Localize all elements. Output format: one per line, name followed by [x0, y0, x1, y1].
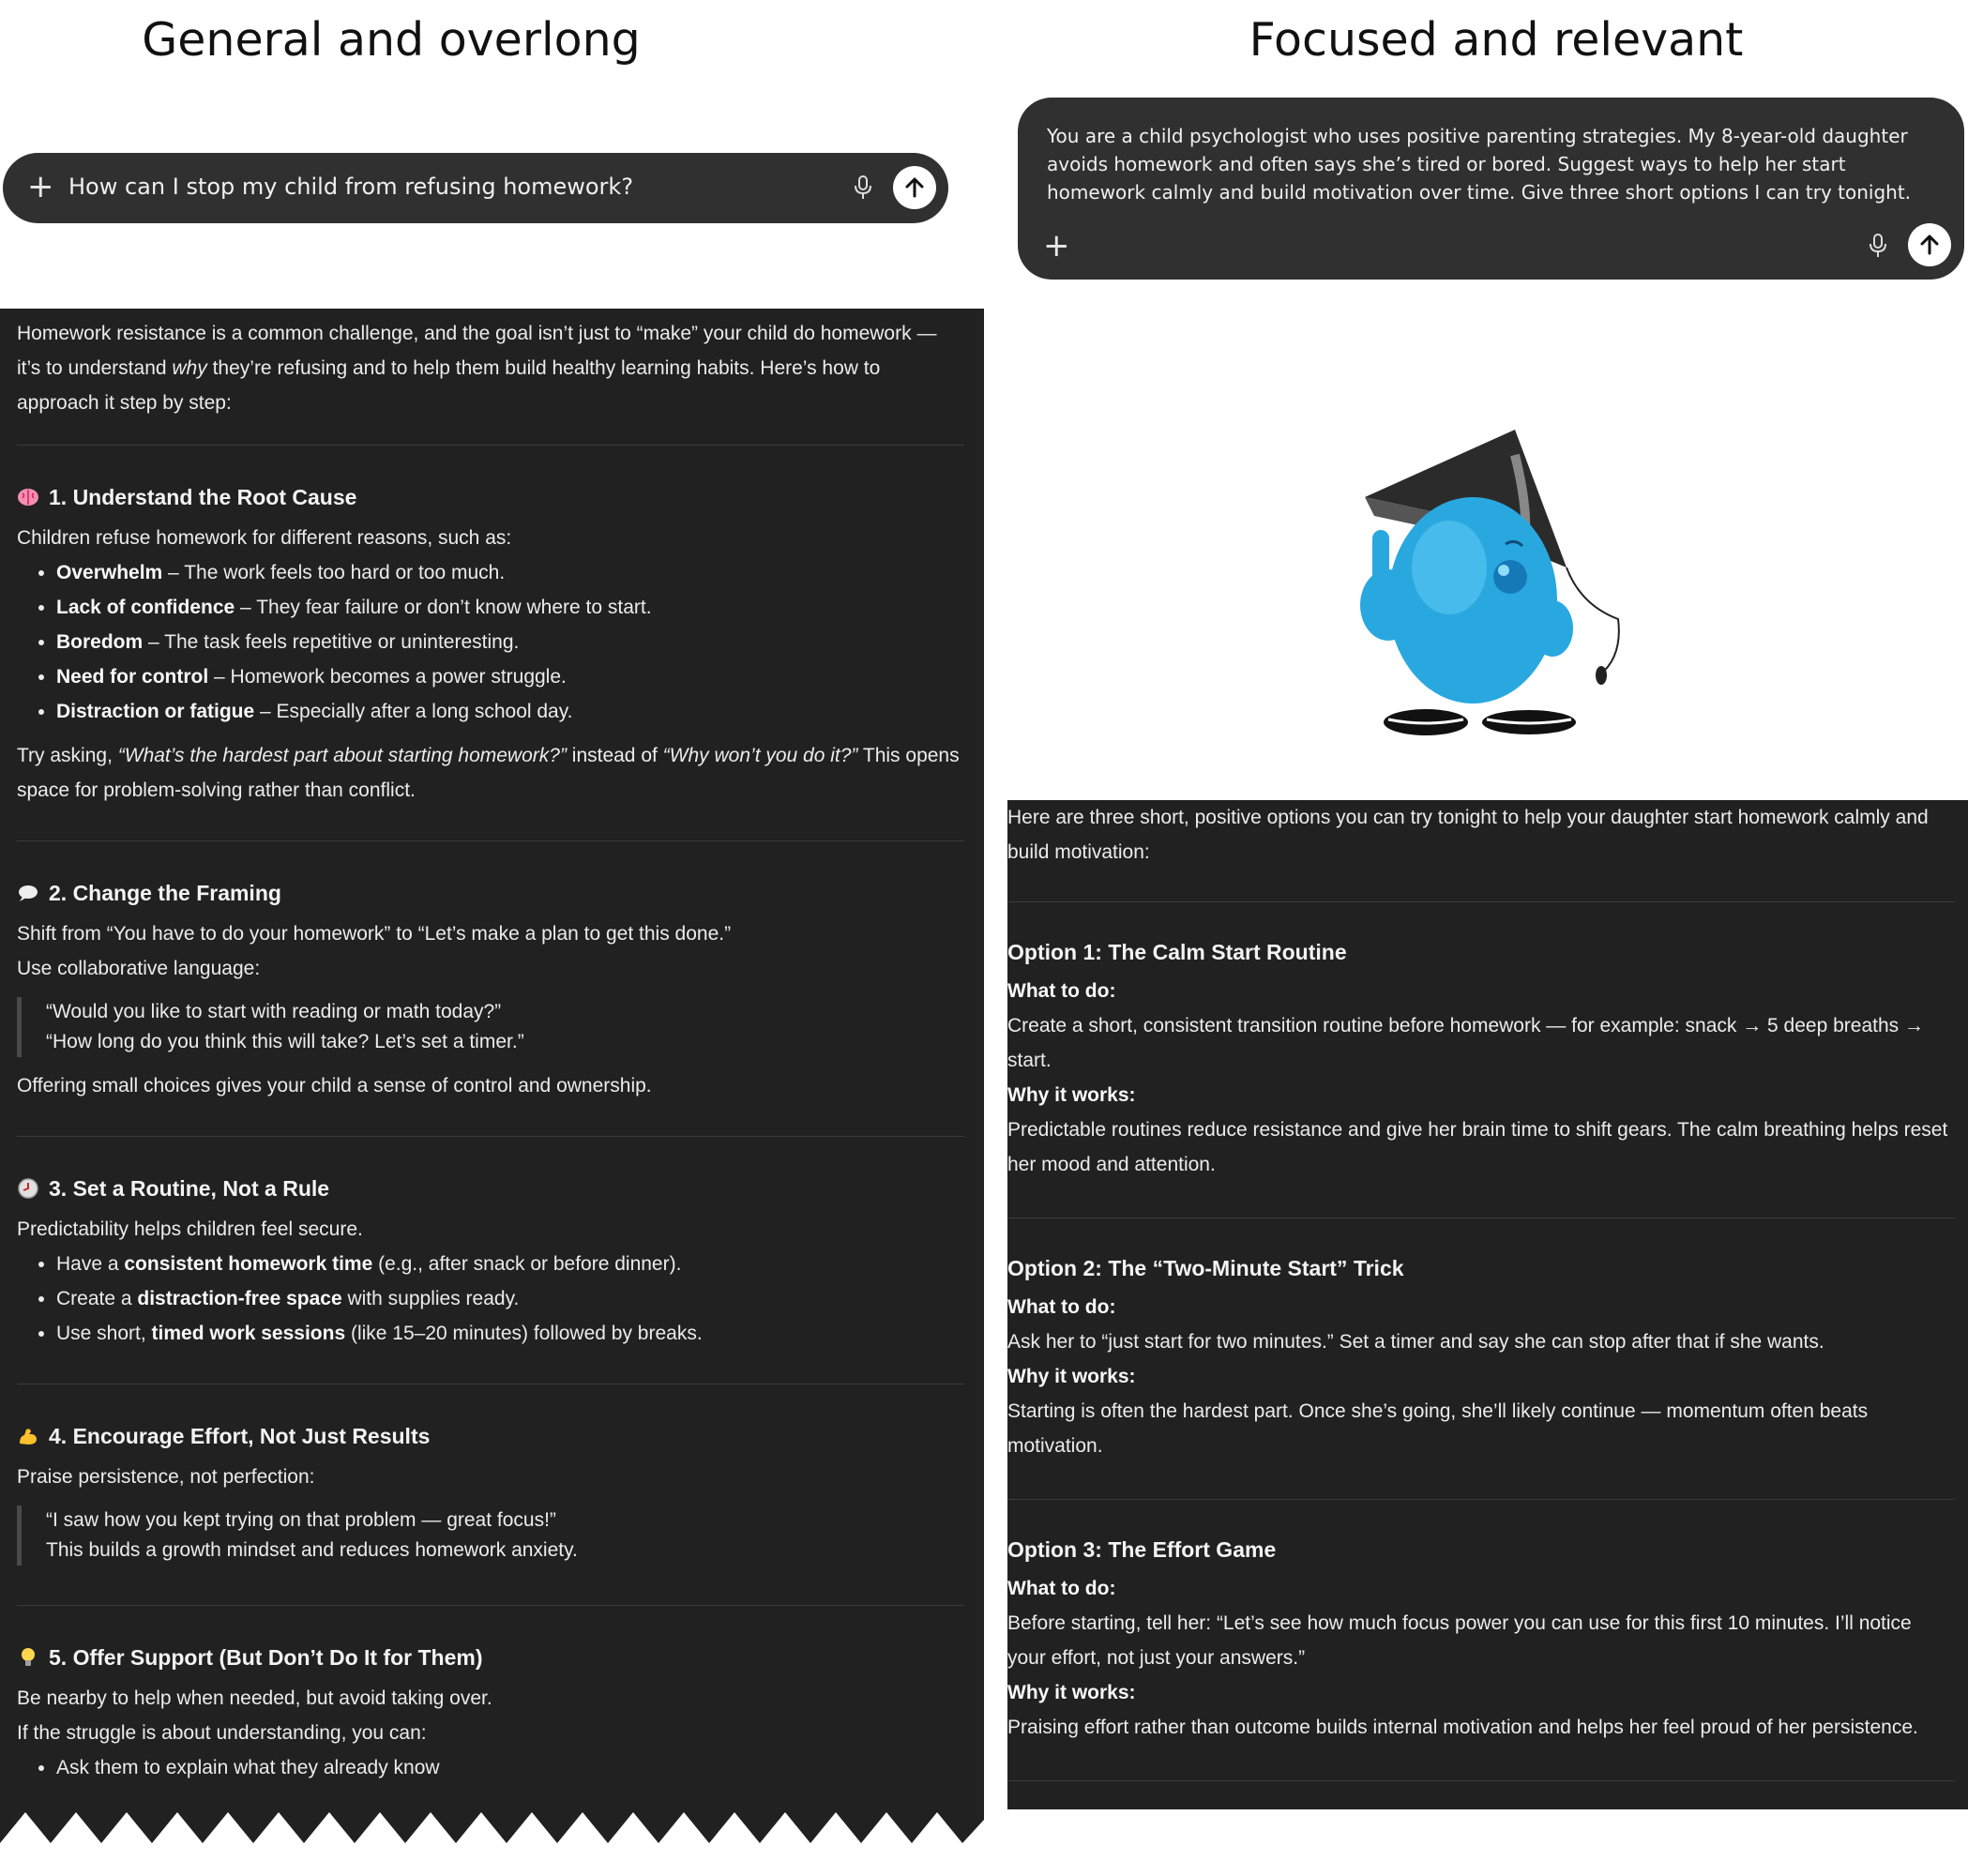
support-list	[17, 1750, 964, 1785]
speech-bubble-icon	[17, 882, 39, 904]
intro-paragraph: Here are three short, positive options you can try tonight to help your daughter start homework calmly and build motivation:	[1007, 807, 1929, 863]
intro-paragraph: Homework resistance is a common challenge, and the goal isn’t just to “make” your child do homework — it’s to understand why they’re refusing and to help them build healthy learning habits. Here’s how to approach it step by step:	[17, 323, 937, 414]
answer-panel-right	[1007, 800, 1968, 1809]
why-label: Why it works:	[1007, 1366, 1136, 1387]
reasons-list	[17, 555, 964, 729]
option-heading: Option 1: The Calm Start Routine	[1007, 940, 1347, 964]
section-heading: 5. Offer Support (But Don’t Do It for Them)	[17, 1643, 964, 1672]
list-item: • Have a consistent homework time (e.g., after snack or before dinner).	[56, 1247, 964, 1281]
list-item: • Boredom – The task feels repetitive or uninteresting.	[56, 625, 964, 659]
what-label: What to do:	[1007, 1296, 1116, 1318]
torn-edge	[0, 1801, 984, 1876]
graduate-mascot-image	[1327, 427, 1637, 746]
microphone-icon[interactable]	[853, 174, 873, 201]
blockquote	[17, 997, 964, 1057]
quote-line: “Would you like to start with reading or math today?”	[46, 1001, 502, 1022]
divider	[1007, 1499, 1955, 1500]
list-item: • Overwhelm – The work feels too hard or too much.	[56, 555, 964, 590]
section-heading: 3. Set a Routine, Not a Rule	[17, 1174, 964, 1203]
divider	[17, 840, 964, 841]
heading-general-overlong: General and overlong	[142, 13, 641, 67]
section-lead: Children refuse homework for different reasons, such as:	[17, 527, 512, 549]
send-button[interactable]	[1908, 223, 1951, 266]
option-why: Predictable routines reduce resistance and give her brain time to shift gears. The calm breathing helps reset her mood and attention.	[1007, 1119, 1948, 1175]
section-lead: Predictability helps children feel secure.	[17, 1218, 363, 1240]
prompt-text-right[interactable]: You are a child psychologist who uses positive parenting strategies. My 8-year-old daughter avoids homework and often says she’s tired or bored. Suggest ways to help her start homework calmly and build motivation over time. Give three short options I can try tonight.	[1047, 125, 1912, 204]
framing-line: Shift from “You have to do your homework” to “Let’s make a plan to get this done.”	[17, 923, 732, 945]
heading-focused-relevant: Focused and relevant	[1249, 13, 1744, 67]
what-label: What to do:	[1007, 980, 1116, 1002]
option-heading: Option 2: The “Two-Minute Start” Trick	[1007, 1256, 1404, 1280]
section-heading: 4. Encourage Effort, Not Just Results	[17, 1422, 964, 1450]
list-item: • Distraction or fatigue – Especially after a long school day.	[56, 694, 964, 729]
blockquote	[17, 1505, 964, 1566]
option-why: Praising effort rather than outcome builds internal motivation and helps her feel proud of her persistence.	[1007, 1717, 1918, 1738]
list-item: • Ask them to explain what they already know	[56, 1750, 964, 1785]
divider	[17, 445, 964, 446]
divider	[1007, 901, 1955, 902]
prompt-input-right[interactable]	[1018, 98, 1964, 280]
option-heading: Option 3: The Effort Game	[1007, 1537, 1277, 1562]
prompt-text-left[interactable]: How can I stop my child from refusing homework?	[68, 174, 634, 200]
list-item: • Create a distraction-free space with supplies ready.	[56, 1281, 964, 1316]
what-label: What to do:	[1007, 1578, 1116, 1599]
arrow-up-icon	[901, 174, 928, 201]
send-button[interactable]	[893, 166, 936, 209]
divider	[17, 1136, 964, 1137]
why-label: Why it works:	[1007, 1682, 1136, 1703]
flexed-biceps-icon	[17, 1425, 39, 1447]
try-asking-paragraph: Try asking, “What’s the hardest part about starting homework?” instead of “Why won’t you do it?” This opens space for problem-solving rather than conflict.	[17, 745, 960, 801]
divider	[17, 1605, 964, 1606]
support-line: Be nearby to help when needed, but avoid taking over.	[17, 1687, 492, 1709]
list-item: • Use short, timed work sessions (like 15–20 minutes) followed by breaks.	[56, 1316, 964, 1351]
divider	[1007, 1780, 1955, 1781]
why-label: Why it works:	[1007, 1084, 1136, 1106]
quote-line: “How long do you think this will take? Let’s set a timer.”	[46, 1031, 524, 1052]
option-why: Starting is often the hardest part. Once she’s going, she’ll likely continue — momentum often beats motivation.	[1007, 1400, 1869, 1457]
framing-line: Use collaborative language:	[17, 958, 261, 979]
list-item: • Lack of confidence – They fear failure or don’t know where to start.	[56, 590, 964, 625]
quote-line: “I saw how you kept trying on that problem — great focus!”	[46, 1509, 556, 1531]
routine-list	[17, 1247, 964, 1351]
plus-icon[interactable]: +	[27, 168, 54, 205]
framing-after: Offering small choices gives your child a sense of control and ownership.	[17, 1075, 652, 1097]
option-what: Before starting, tell her: “Let’s see how much focus power you can use for this first 10 minutes. I’ll notice your effort, not just your answers.”	[1007, 1612, 1912, 1669]
section-heading: 1. Understand the Root Cause	[17, 483, 964, 511]
arrow-up-icon	[1916, 232, 1943, 258]
answer-panel-left	[0, 309, 984, 1876]
list-item: • Need for control – Homework becomes a power struggle.	[56, 659, 964, 694]
section-heading: 2. Change the Framing	[17, 879, 964, 907]
quote-line: This builds a growth mindset and reduces homework anxiety.	[46, 1539, 578, 1561]
support-line: If the struggle is about understanding, you can:	[17, 1722, 427, 1744]
light-bulb-icon	[17, 1646, 39, 1669]
option-what: Create a short, consistent transition routine before homework — for example: snack → 5 deep breaths → start.	[1007, 1015, 1924, 1071]
plus-icon[interactable]: +	[1043, 227, 1070, 265]
microphone-icon[interactable]	[1868, 233, 1888, 259]
clock-icon	[17, 1177, 39, 1200]
option-what: Ask her to “just start for two minutes.” Set a timer and say she can stop after that if she wants.	[1007, 1331, 1824, 1353]
brain-icon	[17, 486, 39, 508]
section-lead: Praise persistence, not perfection:	[17, 1466, 315, 1488]
prompt-input-left[interactable]	[3, 153, 948, 223]
